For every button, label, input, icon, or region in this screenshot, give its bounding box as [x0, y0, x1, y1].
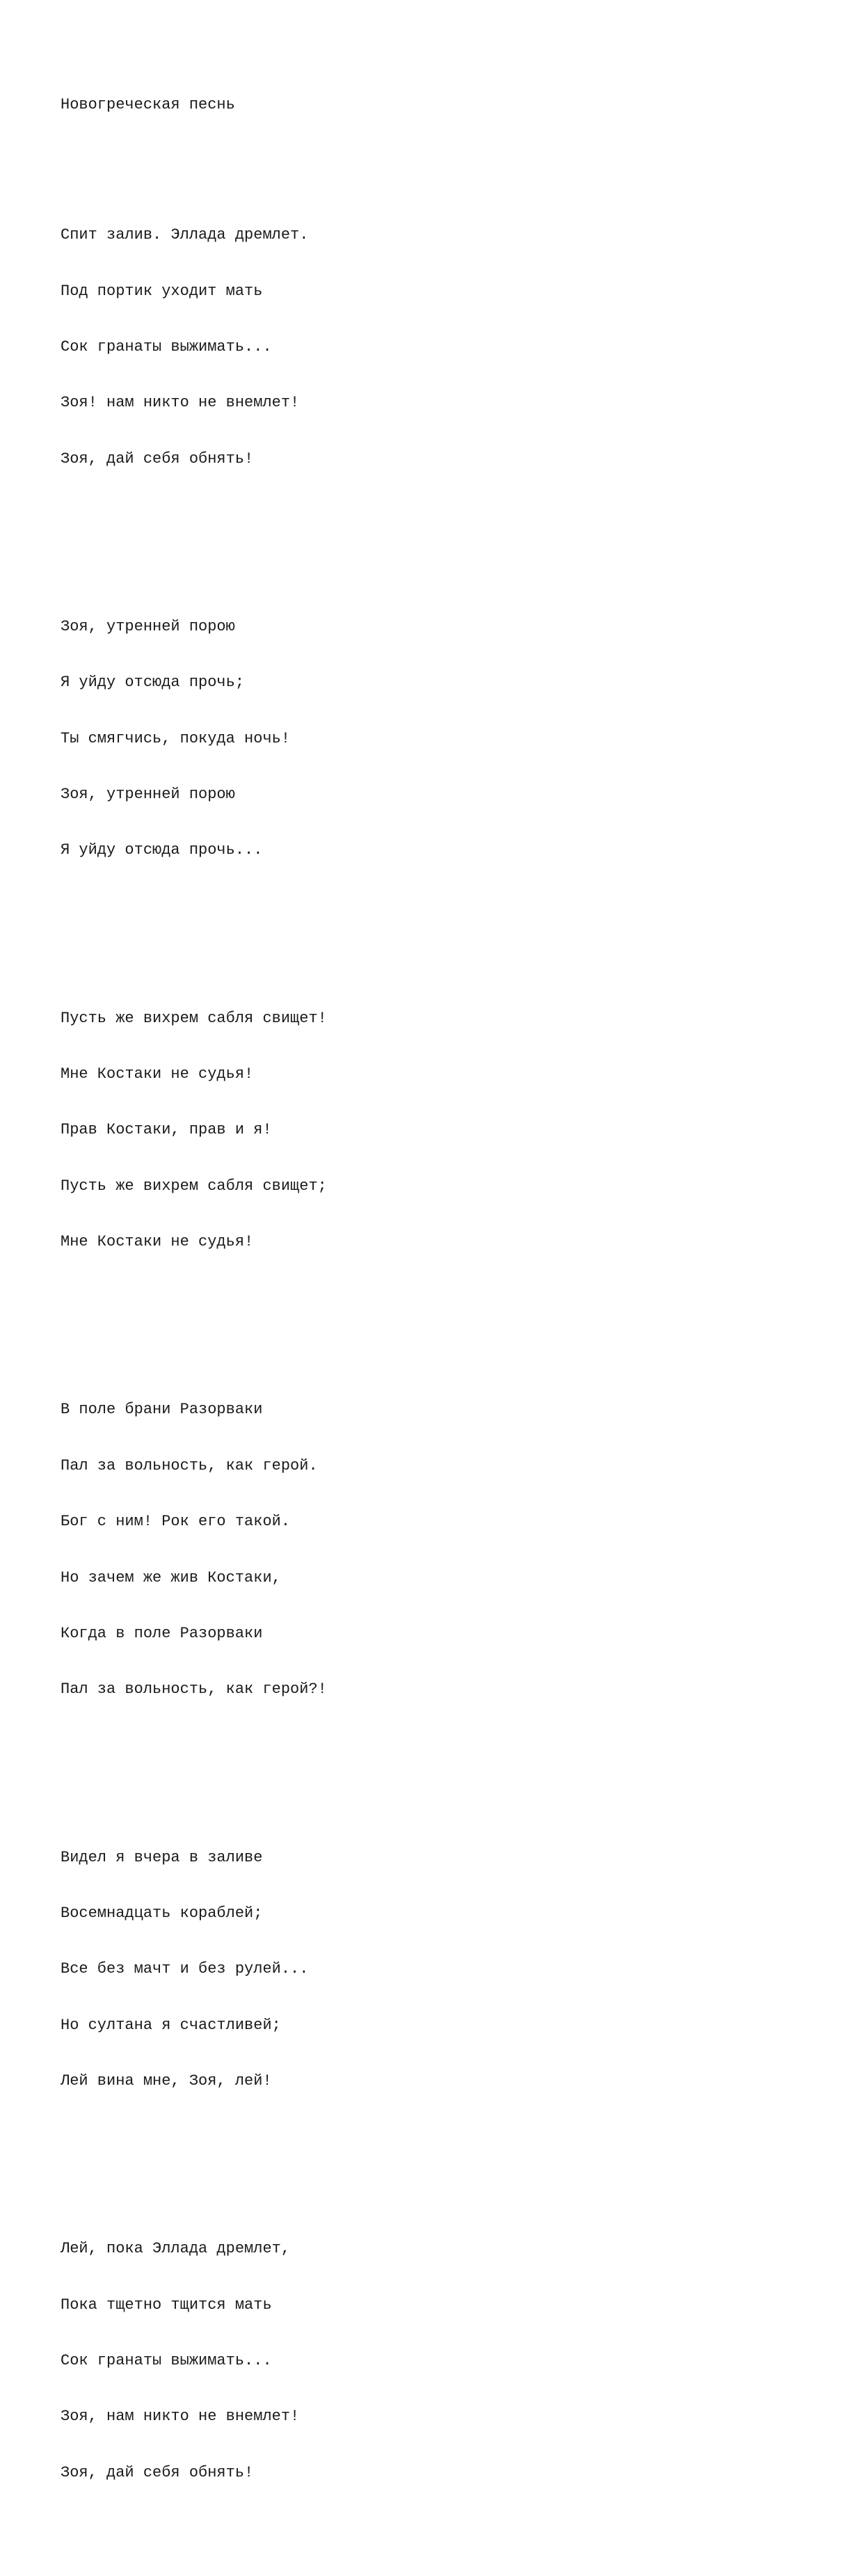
poem-line: Но султана я счастливей;	[61, 2016, 281, 2034]
poem-line: Лей вина мне, Зоя, лей!	[61, 2072, 272, 2090]
poem-title: Новогреческая песнь	[61, 95, 235, 113]
poem-line: Зоя, дай себя обнять!	[61, 450, 254, 468]
poem-line: Мне Костаки не судья!	[61, 1065, 254, 1083]
stanza-3	[61, 972, 327, 1289]
poem-line: Все без мачт и без рулей...	[61, 1960, 309, 1978]
poem-line: Мне Костаки не судья!	[61, 1233, 254, 1251]
poem-line: Сок гранаты выжимать...	[61, 2352, 272, 2370]
poem-line: Видел я вчера в заливе	[61, 1848, 263, 1866]
stanza-6	[61, 2203, 327, 2520]
stanza-1	[61, 189, 327, 507]
poem-line: Зоя, утренней порою	[61, 786, 235, 804]
poem-line: Пока тщетно тщится мать	[61, 2296, 272, 2314]
poem-line: Я уйду отсюда прочь;	[61, 674, 245, 692]
poem	[61, 58, 327, 2576]
poem-line: Бог с ним! Рок его такой.	[61, 1513, 291, 1531]
poem-line: Пусть же вихрем сабля свищет;	[61, 1177, 327, 1195]
poem-line: В поле брани Разорваки	[61, 1401, 263, 1419]
poem-line: Прав Костаки, прав и я!	[61, 1121, 272, 1139]
stanza-4	[61, 1364, 327, 1737]
poem-line: Зоя, нам никто не внемлет!	[61, 2408, 300, 2426]
poem-line: Зоя, утренней порою	[61, 617, 235, 635]
stanza-5	[61, 1811, 327, 2129]
poem-line: Зоя! нам никто не внемлет!	[61, 394, 300, 412]
stanza-2	[61, 580, 327, 898]
poem-line: Пусть же вихрем сабля свищет!	[61, 1009, 327, 1027]
poem-line: Но зачем же жив Костаки,	[61, 1568, 281, 1587]
poem-line: Пал за вольность, как герой?!	[61, 1680, 327, 1699]
poem-line: Когда в поле Разорваки	[61, 1624, 263, 1642]
poem-line: Я уйду отсюда прочь...	[61, 841, 263, 859]
poem-line: Восемнадцать кораблей;	[61, 1904, 263, 1922]
poem-line: Сок гранаты выжимать...	[61, 337, 272, 356]
poem-line: Лей, пока Эллада дремлет,	[61, 2240, 291, 2258]
poem-line: Спит залив. Эллада дремлет.	[61, 226, 309, 244]
poem-line: Зоя, дай себя обнять!	[61, 2463, 254, 2481]
poem-line: Под портик уходит мать	[61, 282, 263, 300]
poem-line: Ты смягчись, покуда ночь!	[61, 729, 291, 747]
poem-line: Пал за вольность, как герой.	[61, 1456, 318, 1474]
